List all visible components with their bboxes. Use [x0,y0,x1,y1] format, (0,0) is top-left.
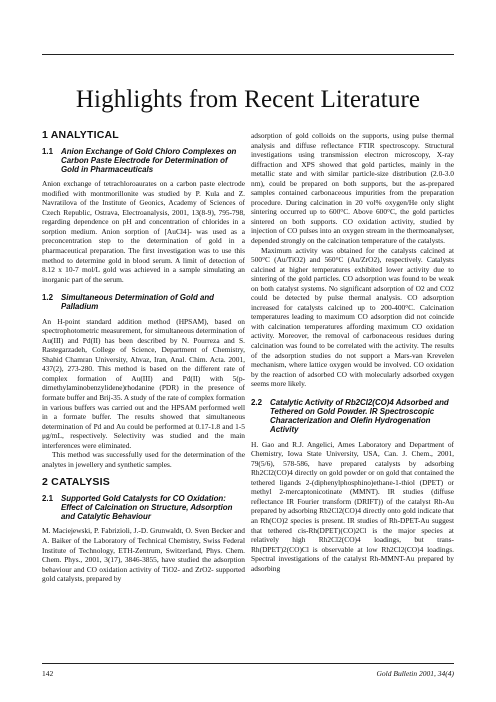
subsection-number: 2.1 [42,493,53,503]
subsection-title: Supported Gold Catalysts for CO Oxidation: Effect of Calcination on Structure, Adsorption and Catalytic Behaviour [61,493,233,522]
subsection-number: 1.2 [42,293,53,303]
subsection-1-2-body-continued: This method was successfully used for the determination of the analytes in jewellery and synthetic samples. [42,450,245,469]
header-rule [42,54,454,55]
page-title: Highlights from Recent Literature [75,86,421,113]
subsection-2-1-body-paragraph-2: Maximum activity was obtained for the catalysts calcined at 500°C (Au/TiO2) and 560°C (Au/ZrO2), respectively. Catalysts calcined at higher temperatures exhibited lower activity due to sintering of the gold particles. CO adsorption was found to be weak on both catalyst systems. No significant adsorption of O2 and CO2 could be detected by pulse thermal analysis. CO adsorption increased for catalysts calcined up to 200-400°C. Calcination temperatures leading to maximum CO adsorption did not coincide with calcination temperatures affording maximum CO oxidation activity. Moreover, the removal of carbonaceous residues during calcination was found to be correlated with the activity. The results of the adsorption studies do not support a Mars-van Krevelen mechanism, where lattice oxygen would be involved. CO oxidation by the reaction of adsorbed CO with molecularly adsorbed oxygen seems more likely. [251,245,454,389]
journal-citation: Gold Bulletin 2001, 34(4) [376,669,454,678]
subsection-2-1-body-continued: adsorption of gold colloids on the supports, using pulse thermal analysis and diffuse reflectance FTIR spectroscopy. Structural investigations using transmission electron microscopy, X-ray diffraction and XPS showed that gold particles, mainly in the metallic state and with similar particle-size distribution (2.0-3.0 nm), could be prepared on both supports, but the as-prepared samples contained carbonaceous impurities from the preparation procedure. During calcination in 20 vol% oxygen/He only slight sintering occurred up to 600°C. Above 600°C, the gold particles sintered on both supports. CO oxidation activity, studied by injection of CO pulses into an oxygen stream in the thermoanalyser, depended strongly on the calcination temperature of the catalysts. [251,131,454,246]
subsection-title: Anion Exchange of Gold Chloro Complexes on Carbon Paste Electrode for Determination of Gold in Pharmaceuticals [61,146,237,174]
left-column [42,131,245,584]
subsection-title: Simultaneous Determination of Gold and Palladium [61,293,215,312]
subsection-1-2-body: An H-point standard addition method (HPSAM), based on spectrophotometric measurement, for simultaneous determination of Au(III) and Pd(II) has been described by N. Pourreza and S. Rastegarzadeh, College of Science, Department of Chemistry, Shahid Chamran University, Ahvaz, Iran, Anal. Chim. Acta. 2001, 437(2), 273-280. This method is based on the different rate of complex formation of Au(III) and Pd(II) with 5(p-dimethylaminobenzylidene)rhodanine (PDR) in the presence of formate buffer and Brij-35. A study of the rate of complex formation in various buffers was carried out and the HPSAM performed well in a formate buffer. The results showed that simultaneous determination of Pd and Au could be performed at 0.17-1.8 and 1-5 μg/mL, respectively. Selectivity was studied and the main interferences were eliminated. [42,316,245,450]
subsection-2-2-heading [251,398,454,435]
subsection-2-2-body: H. Gao and R.J. Angelici, Ames Laboratory and Department of Chemistry, Iowa State University, USA, Can. J. Chem., 2001, 79(5/6), 578-586, have prepared catalysts by adsorbing Rh2Cl2(CO)4 directly on gold powder or on gold that contained the tethered ligands 2-(diphenylphosphino)ethane-1-thiol (DPET) or methyl 2-mercaptonicotinate (MMNT). IR studies (diffuse reflectance IR Fourier transform (DRIFT)) of the catalyst Rh-Au prepared by adsorbing Rb2Cl2(CO)4 directly onto gold indicate that an Rh(CO)2 species is present. IR studies of Rh-DPET-Au suggest that tethered cis-Rh(DPET)(CO)2Cl is the major species at relatively high Rh2Cl2(CO)4 loadings, but trans-Rh(DPET)2(CO)Cl is observable at low Rh2Cl2(CO)4 loadings. Spectral investigations of the catalyst Rh-MMNT-Au prepared by adsorbing [251,439,454,573]
subsection-1-1-heading [42,147,245,175]
right-column [251,131,454,573]
subsection-2-1-heading [42,494,245,522]
footer-rule [42,663,454,664]
subsection-1-2-heading [42,293,245,311]
page-number: 142 [42,669,54,678]
subsection-title: Catalytic Activity of Rb2Cl2(CO)4 Adsorbed and Tethered on Gold Powder. IR Spectroscopic Characterization and Olefin Hydrogenation Activity [270,397,449,435]
section-heading-catalysis: 2 CATALYSIS [42,476,110,489]
section-heading-analytical: 1 ANALYTICAL [42,129,119,141]
subsection-number: 2.2 [251,397,262,407]
subsection-2-1-body: M. Maciejewski, P. Fabrizioli, J.-D. Grunwaldt, O. Sven Becker and A. Baiker of the Laboratory of Technical Chemistry, Swiss Federal Institute of Technology, ETH-Zentrum, Switzerland, Phys. Chem. Chem. Phys., 2001, 3(17), 3846-3855, have studied the adsorption behaviour and CO oxidation activity of TiO2- and ZrO2- supported gold catalysts, prepared by [42,526,245,584]
subsection-number: 1.1 [42,146,53,156]
subsection-1-1-body: Anion exchange of tetrachloroaurates on a carbon paste electrode modified with montmorillonite was studied by P. Kula and Z. Navratilova of the Institute of Geonics, Academy of Sciences of Czech Republic, Ostrava, Electroanalysis, 2001, 13(8-9), 795-798, regarding dependence on pH and concentration of chlorides in a sorption medium. Anion sorption of [AuCl4]- was used as a preconcentration step to the determination of gold in a pharmaceutical preparation. The first investigation was to use this method to determine gold in blood serum. A limit of detection of 8.12 x 10-7 mol/L gold was achieved in a sample simulating an inorganic part of the serum. [42,179,245,284]
